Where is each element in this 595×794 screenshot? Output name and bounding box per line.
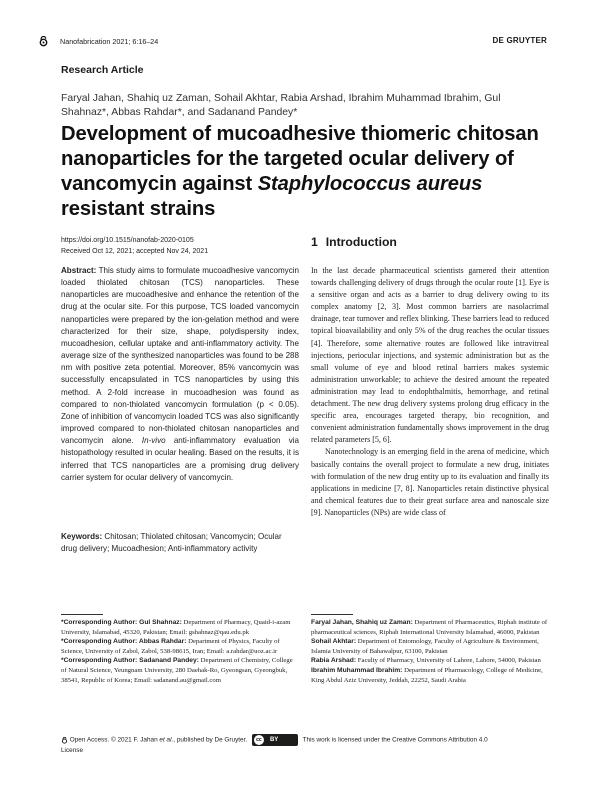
footnotes-right <box>311 618 549 685</box>
journal-citation: Nanofabrication 2021; 6:16–24 <box>60 37 159 46</box>
keywords: Keywords: Chitosan; Thiolated chitosan; Vancomycin; Ocular drug delivery; Mucoadhesion; Anti-inflammatory activity <box>61 532 282 554</box>
cc-icon: cc <box>254 735 264 745</box>
article-title <box>61 122 551 222</box>
title-line-1: Development of mucoadhesive thiomeric chitosan <box>61 123 539 145</box>
received-dates: Received Oct 12, 2021; accepted Nov 24, 2021 <box>61 248 209 255</box>
license-text-2: License <box>61 747 84 754</box>
section-heading <box>311 235 405 249</box>
authors-line-2: Shahnaz*, Abbas Rahdar*, and Sadanand Pandey* <box>61 107 298 118</box>
footnote-corresponding-2: *Corresponding Author: Abbas Rahdar: Department of Physics, Faculty of Science, University of Zabol, Zabol, 538-98615, Iran; Email: a.rahdar@uoz.ac.ir <box>61 638 280 655</box>
open-access-icon <box>38 36 49 47</box>
footnote-rule-left <box>61 614 103 615</box>
cc-by-badge[interactable]: cc BY <box>252 734 298 746</box>
open-access-small-icon <box>61 737 68 744</box>
abstract: Abstract: This study aims to formulate mucoadhesive vancomycin loaded thiolated chitosan (TCS) nanoparticles. These nanoparticles are mucoadhesive and enhance the retention of the drug at the ocular site. For this purpose, TCS loaded vancomycin nanoparticles were prepared by the ion-gelation method and were characterized for their size, shape, polydispersity index, mucoadhesion, cellular uptake and anti-inflammatory activity. The average size of the synthesized nanoparticles was found to be 288 nm with positive zeta potential. Moreover, 85% vancomycin was successfully encapsulated in TCS nanoparticles by using this method. A 2-fold increase in mucoadhesion was found as compared to non-thiolated vancomycin formulation (p < 0.05). Zone of inhibition of vancomycin loaded TCS was also significantly improved compared to non-thiolated chitosan nanoparticles and vancomycin alone. In-vivo anti-inflammatory evaluation via histopathology resulted in ocular healing. Based on the results, it is inferred that TCS nanoparticles are a promising drug delivery carrier system for ocular delivery of vancomycin. <box>61 266 299 482</box>
footnote-affiliation-1: Faryal Jahan, Shahiq uz Zaman: Department of Pharmaceutics, Riphah institute of pharmaceutical sciences, Riphah International University Islamabad, 46000, Pakistan <box>311 619 548 636</box>
article-type: Research Article <box>61 64 144 76</box>
footnotes-left <box>61 618 299 685</box>
intro-paragraph-2: Nanotechnology is an emerging field in the arena of medicine, which basically contains the overall project to formulate a new drug, initiates with formulation of the new drug entity up to its evaluation and finally its applications in medicine [7, 8]. Nanoparticles retain distinctive physical and chemical features due to their great surface area and nanoscale size [9]. Nanoparticles (NPs) are wide class of <box>311 447 549 517</box>
title-line-3: vancomycin against Staphylococcus aureus <box>61 173 483 195</box>
intro-paragraph-1: In the last decade pharmaceutical scientists garnered their attention towards challenging delivery of drugs through the ocular route [1]. Eye is a sensitive organ and acts as a barrier to drug delivery owing to its complex anatomy [2, 3]. Most common barriers are nasolacrimal drainage, tear turnover and reflex blinking. These barriers lead to reduced topical bioavailability and only 5% of the drug reaches the ocular tissues [4]. Therefore, some alternative routes are followed like intravitreal injections, periocular injections, and systemic administration but as the small volume of eye and blood retinal barriers makes systemic administration unworkable; to achieve the desired amount the repeated administration may lead to endophthalmitis, hemorrhage, and retinal detachment. The new drug delivery systems prolong drug efficacy in the specific area, encourages targeted therapy, bio recognition, and convenient administration fundamentally shows improvement in the drug related parameters [5, 6]. <box>311 266 549 445</box>
section-number: 1 <box>311 235 318 249</box>
footnote-corresponding-1: *Corresponding Author: Gul Shahnaz: Department of Pharmacy, Quaid-i-azam University, Islamabad, 45320, Pakistan; Email: gshahnaz@qau.edu.pk <box>61 619 291 636</box>
footnote-corresponding-3: *Corresponding Author: Sadanand Pandey: Department of Chemistry, College of Natural Science, Yeungnam University, 280 Daehak-Ro, Gyeongsan, Gyeongbuk, 38541, Republic of Korea; Email: sadanand.au@gmail.com <box>61 657 293 684</box>
title-line-4: resistant strains <box>61 198 216 220</box>
footnote-affiliation-3: Rabia Arshad: Faculty of Pharmacy, University of Lahore, Lahore, 54000, Pakistan <box>311 657 541 665</box>
abstract-label: Abstract: <box>61 266 97 275</box>
footnote-affiliation-2: Sohail Akhtar: Department of Entomology, Faculty of Agriculture & Environment, Islamia University of Bahawalpur, 63100, Pakistan <box>311 638 539 655</box>
author-list <box>61 92 551 120</box>
publisher-logo: DE GRUYTER <box>492 36 547 45</box>
keywords-label: Keywords: <box>61 532 103 541</box>
footnote-affiliation-4: Ibrahim Muhammad Ibrahim: Department of Pharmacology, College of Medicine, King Abdul Aziz University, Jeddah, 22252, Saudi Arabia <box>311 666 543 684</box>
doi-link[interactable]: https://doi.org/10.1515/nanofab-2020-0105 <box>61 237 194 244</box>
license-footer: Open Access. © 2021 F. Jahan et al., published by De Gruyter. cc BY This work is licensed under the Creative Commons Attribution 4.0 License <box>61 734 551 755</box>
authors-line-1: Faryal Jahan, Shahiq uz Zaman, Sohail Akhtar, Rabia Arshad, Ibrahim Muhammad Ibrahim, Gul <box>61 93 501 104</box>
title-species-italic: Staphylococcus aureus <box>257 173 483 195</box>
license-text: This work is licensed under the Creative Commons Attribution 4.0 <box>302 736 488 744</box>
footnote-rule-right <box>311 614 353 615</box>
title-line-2: nanoparticles for the targeted ocular delivery of <box>61 148 514 170</box>
section-title: Introduction <box>325 235 397 249</box>
introduction-body <box>311 265 549 519</box>
